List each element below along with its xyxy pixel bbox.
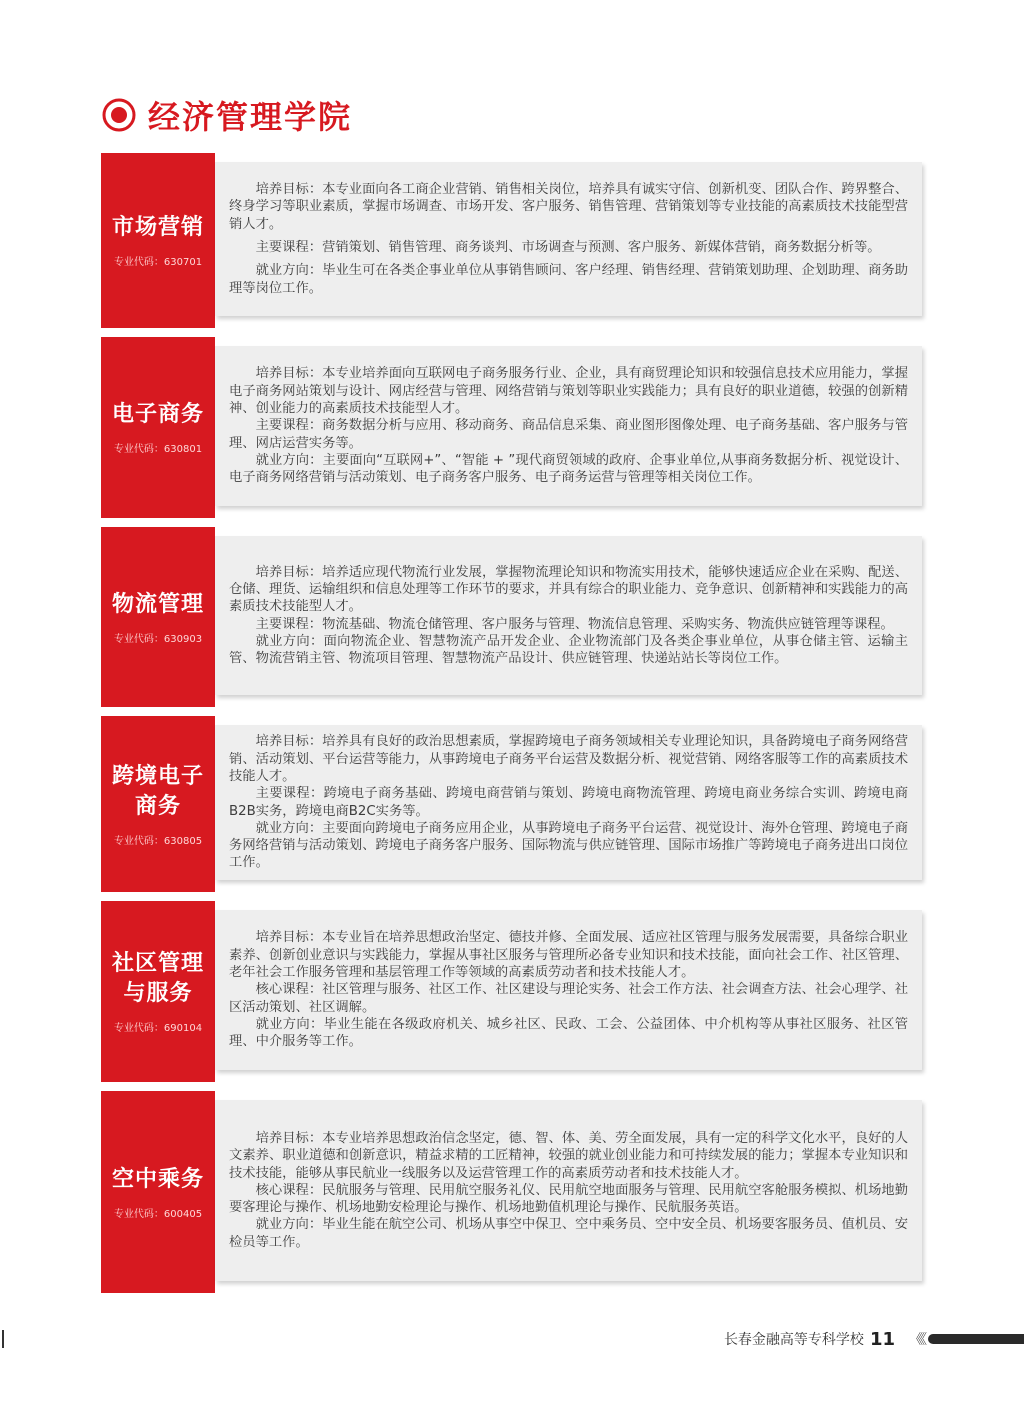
program-card-community-management	[101, 901, 922, 1082]
training-goal-text: 培养目标：培养具有良好的政治思想素质，掌握跨境电子商务领域相关专业理论知识，具备跨境电子商务网络营销、活动策划、平台运营等能力，从事跨境电子商务平台运营及数据分析、视觉营销、网络客服等工作的高素质技术技能人才。	[229, 734, 908, 784]
footer-bar-decoration	[928, 1334, 1024, 1344]
section-heading: 经济管理学院	[148, 98, 353, 136]
training-goal-text: 培养目标：本专业面向各工商企业营销、销售相关岗位，培养具有诚实守信、创新机变、团队合作、跨界整合、终身学习等职业素质，掌握市场调查、市场开发、客户服务、销售管理、营销策划等专业技能的高素质技术技能型营销人才。	[229, 182, 908, 232]
school-name: 长春金融高等专科学校	[723, 1332, 864, 1348]
program-card-ecommerce	[101, 337, 922, 518]
program-description-panel	[215, 346, 922, 506]
career-text: 就业方向：毕业生能在航空公司、机场从事空中保卫、空中乘务员、空中安全员、机场要客服务员、值机员、安检员等工作。	[229, 1217, 908, 1250]
career-text: 就业方向：主要面向“互联网+”、“智能 + ”现代商贸领域的政府、企事业单位,从事商务数据分析、视觉设计、电子商务网络营销与活动策划、电子商务客户服务、电子商务运营与管理等相关岗位工作。	[229, 452, 908, 486]
double-chevron-left-icon: 《《	[909, 1332, 924, 1348]
program-name: 市场营销	[111, 215, 204, 240]
program-name: 社区管理与服务	[111, 951, 204, 1006]
program-label-block	[101, 337, 215, 518]
courses-text: 主要课程：物流基础、物流仓储管理、客户服务与管理、物流信息管理、采购实务、物流供应链管理等课程。	[255, 616, 894, 632]
program-description-panel	[215, 162, 922, 316]
courses-text: 主要课程：营销策划、销售管理、商务谈判、市场调查与预测、客户服务、新媒体营销，商务数据分析等。	[255, 240, 881, 255]
program-label-block	[101, 153, 215, 328]
program-label-block	[101, 901, 215, 1082]
career-text: 就业方向：毕业生能在各级政府机关、城乡社区、民政、工会、公益团体、中介机构等从事社区服务、社区管理、中介服务等工作。	[229, 1016, 908, 1050]
program-description-panel	[215, 536, 922, 695]
program-description-panel	[215, 1100, 922, 1281]
program-name: 电子商务	[111, 402, 204, 427]
training-goal-text: 培养目标：本专业培养思想政治信念坚定，德、智、体、美、劳全面发展，具有一定的科学文化水平，良好的人文素养、职业道德和创新意识，精益求精的工匠精神，较强的就业创业能力和可持续发展的能力；掌握本专业知识和技术技能，能够从事民航业一线服务以及运营管理工作的高素质劳动者和技术技能人才。	[229, 1130, 908, 1181]
program-code: 专业代码：630805	[113, 835, 203, 847]
program-card-cross-border-ecommerce	[101, 716, 922, 892]
page-title	[102, 93, 352, 137]
training-goal-text: 培养目标：本专业培养面向互联网电子商务服务行业、企业，具有商贸理论知识和较强信息技术应用能力，掌握电子商务网站策划与设计、网店经营与管理、网络营销与策划等职业实践能力；具有良好的职业道德，较强的创新精神、创业能力的高素质技术技能型人才。	[229, 366, 908, 417]
program-code: 专业代码：630801	[113, 444, 203, 455]
career-text: 就业方向：面向物流企业、智慧物流产品开发企业、企业物流部门及各类企事业单位，从事仓储主管、运输主管、物流营销主管、物流项目管理、智慧物流产品设计、供应链管理、快递站站长等岗位工作。	[229, 633, 908, 667]
career-text: 就业方向：主要面向跨境电子商务应用企业，从事跨境电子商务平台运营、视觉设计、海外仓管理、跨境电子商务网络营销与活动策划、跨境电子商务客户服务、国际物流与供应链管理、国际市场推广等跨境电子商务进出口岗位工作。	[229, 820, 908, 871]
courses-text: 核心课程：社区管理与服务、社区工作、社区建设与理论实务、社会工作方法、社会调查方法、社会心理学、社区活动策划、社区调解。	[229, 982, 908, 1015]
page-number: 11	[869, 1328, 895, 1350]
career-text: 就业方向：毕业生可在各类企事业单位从事销售顾问、客户经理、销售经理、营销策划助理、企划助理、商务助理等岗位工作。	[229, 263, 908, 296]
program-label-block	[101, 1091, 215, 1293]
program-name: 物流管理	[111, 591, 204, 617]
training-goal-text: 培养目标：培养适应现代物流行业发展，掌握物流理论知识和物流实用技术，能够快速适应企业在采购、配送、仓储、理货、运输组织和信息处理等工作环节的要求，并具有综合的职业能力、竞争意识、创新精神和实践能力的高素质技术技能型人才。	[229, 564, 908, 615]
program-card-logistics	[101, 527, 922, 707]
program-label-block	[101, 716, 215, 892]
target-circle-icon	[102, 98, 136, 132]
program-code: 专业代码：600405	[113, 1208, 203, 1220]
program-card-flight-attendant	[101, 1091, 922, 1293]
program-name: 空中乘务	[111, 1166, 204, 1192]
courses-text: 主要课程：跨境电子商务基础、跨境电商营销与策划、跨境电商物流管理、跨境电商业务综合实训、跨境电商B2B实务，跨境电商B2C实务等。	[229, 786, 908, 819]
courses-text: 主要课程：商务数据分析与应用、移动商务、商品信息采集、商业图形图像处理、电子商务基础、客户服务与管理、网店运营实务等。	[229, 418, 908, 451]
program-code: 专业代码：630701	[113, 257, 203, 268]
page-edge-mark	[2, 1330, 4, 1348]
page-footer	[724, 1324, 1024, 1354]
program-card-marketing	[101, 153, 922, 328]
program-description-panel	[215, 725, 922, 880]
program-name: 跨境电子商务	[111, 763, 204, 819]
program-description-panel	[215, 910, 922, 1070]
program-code: 专业代码：630903	[113, 633, 203, 645]
program-code: 专业代码：690104	[113, 1023, 203, 1034]
courses-text: 核心课程：民航服务与管理、民用航空服务礼仪、民用航空地面服务与管理、民用航空客舱服务模拟、机场地勤要客理论与操作、机场地勤安检理论与操作、机场地勤值机理论与操作、民航服务英语。	[229, 1182, 908, 1216]
program-label-block	[101, 527, 215, 707]
training-goal-text: 培养目标：本专业旨在培养思想政治坚定、德技并修、全面发展、适应社区管理与服务发展需要，具备综合职业素养、创新创业意识与实践能力，掌握从事社区服务与管理所必备专业知识和技术技能，面向社会工作、社区管理、老年社会工作服务管理和基层管理工作等领域的高素质劳动者和技术技能人才。	[229, 930, 908, 981]
